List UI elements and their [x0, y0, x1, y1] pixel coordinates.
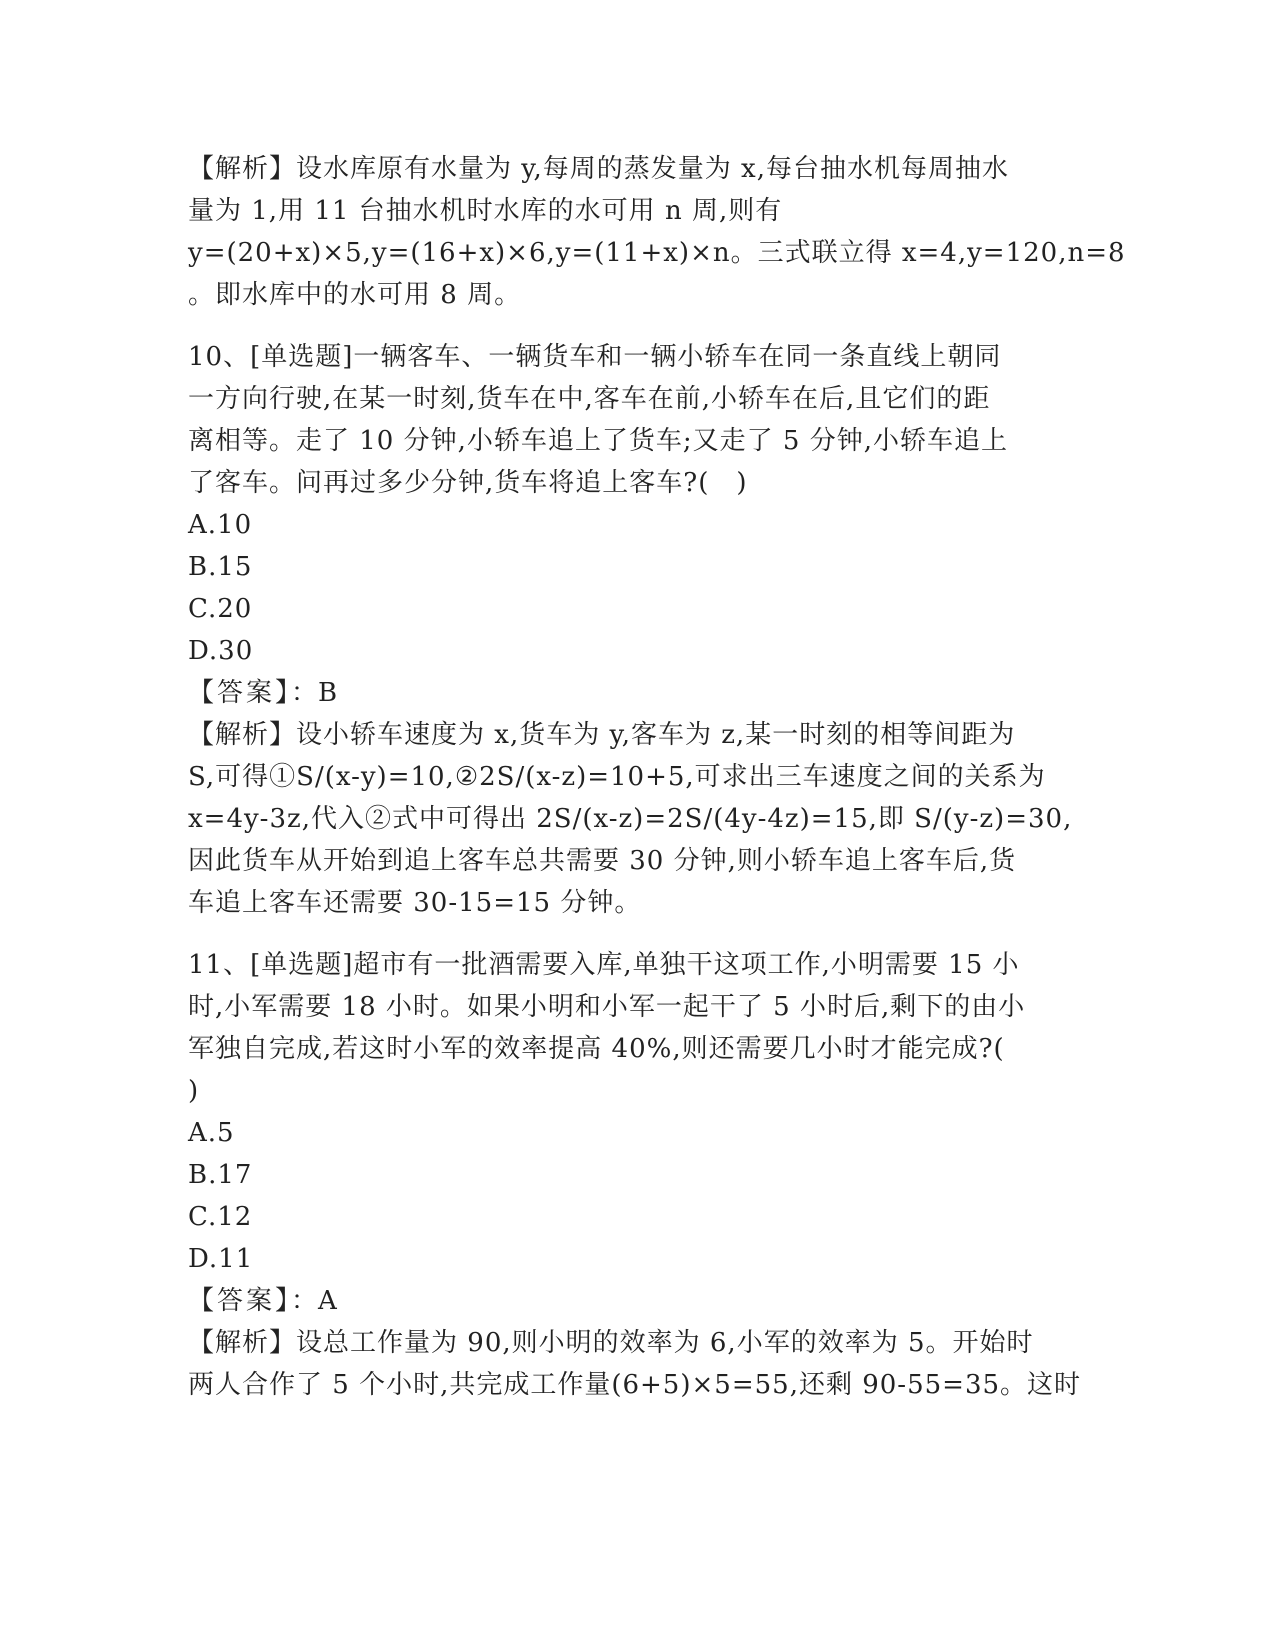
option-a: A.10	[188, 510, 253, 540]
analysis-line: x=4y-3z,代入②式中可得出 2S/(x-z)=2S/(4y-4z)=15,即 S/(y-z)=30,	[188, 804, 1073, 834]
option-b: B.15	[188, 552, 253, 582]
question-text-line: )	[188, 1076, 200, 1106]
question-text-line: 10、[单选题]一辆客车、一辆货车和一辆小轿车在同一条直线上朝同	[188, 342, 1002, 372]
answer-value: B	[318, 678, 339, 708]
answer-line	[188, 672, 1088, 714]
option-b: B.17	[188, 1160, 253, 1190]
option-c: C.12	[188, 1202, 253, 1232]
answer-value: A	[318, 1286, 338, 1316]
question-text-line: 11、[单选题]超市有一批酒需要入库,单独干这项工作,小明需要 15 小	[188, 950, 1020, 980]
option-c: C.20	[188, 594, 253, 624]
answer-label: 【答案】	[188, 1286, 292, 1316]
question-text-line: 军独自完成,若这时小军的效率提高 40%,则还需要几小时才能完成?(	[188, 1034, 1005, 1064]
question-10	[188, 336, 1088, 924]
analysis-label: 【解析】	[188, 154, 297, 184]
answer-separator: ：	[291, 1286, 319, 1316]
analysis-label: 【解析】	[188, 720, 297, 750]
answer-label: 【答案】	[188, 678, 292, 708]
analysis-line: 。即水库中的水可用 8 周。	[188, 280, 522, 310]
analysis-line: 【解析】设小轿车速度为 x,货车为 y,客车为 z,某一时刻的相等间距为	[188, 720, 1016, 750]
analysis-line: 车追上客车还需要 30-15=15 分钟。	[188, 888, 642, 918]
analysis-label: 【解析】	[188, 1328, 297, 1358]
analysis-line: S,可得①S/(x-y)=10,②2S/(x-z)=10+5,可求出三车速度之间的关系为	[188, 762, 1046, 792]
question-11	[188, 944, 1088, 1406]
answer-separator: ：	[291, 678, 319, 708]
question-text-line: 一方向行驶,在某一时刻,货车在中,客车在前,小轿车在后,且它们的距	[188, 384, 991, 414]
question-text-line: 了客车。问再过多少分钟,货车将追上客车?( )	[188, 468, 748, 498]
question-text-line: 时,小军需要 18 小时。如果小明和小军一起干了 5 小时后,剩下的由小	[188, 992, 1026, 1022]
analysis-line: 【解析】设水库原有水量为 y,每周的蒸发量为 x,每台抽水机每周抽水	[188, 154, 1009, 184]
previous-analysis-block	[188, 148, 1126, 316]
option-d: D.30	[188, 636, 254, 666]
analysis-line: 因此货车从开始到追上客车总共需要 30 分钟,则小轿车追上客车后,货	[188, 846, 1017, 876]
question-text-line: 离相等。走了 10 分钟,小轿车追上了货车;又走了 5 分钟,小轿车追上	[188, 426, 1008, 456]
analysis-line: 【解析】设总工作量为 90,则小明的效率为 6,小军的效率为 5。开始时	[188, 1328, 1034, 1358]
document-page	[188, 148, 1126, 1406]
option-a: A.5	[188, 1118, 235, 1148]
option-d: D.11	[188, 1244, 254, 1274]
analysis-line: 两人合作了 5 个小时,共完成工作量(6+5)×5=55,还剩 90-55=35。这时	[188, 1370, 1082, 1400]
answer-line	[188, 1280, 1088, 1322]
analysis-line: y=(20+x)×5,y=(16+x)×6,y=(11+x)×n。三式联立得 x=4,y=120,n=8	[188, 238, 1126, 268]
analysis-line: 量为 1,用 11 台抽水机时水库的水可用 n 周,则有	[188, 196, 783, 226]
